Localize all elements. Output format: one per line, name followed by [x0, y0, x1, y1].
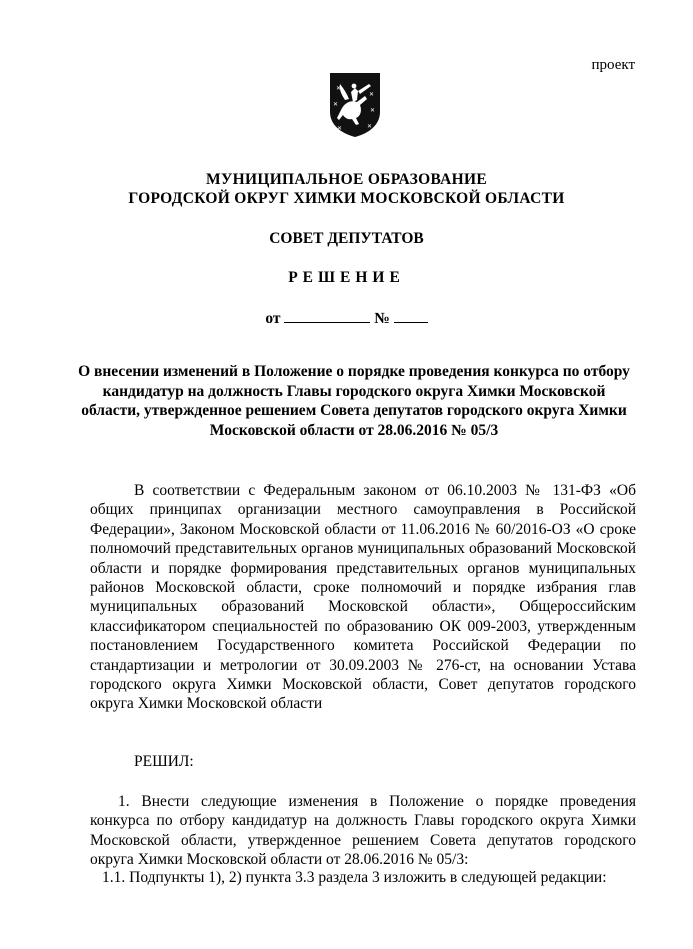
- date-blank: [284, 308, 370, 323]
- svg-text:✕: ✕: [337, 125, 343, 132]
- organization-heading: [0, 170, 693, 208]
- organization-line-2: ГОРОДСКОЙ ОКРУГ ХИМКИ МОСКОВСКОЙ ОБЛАСТИ: [128, 190, 565, 207]
- decision-heading: РЕШЕНИЕ: [288, 269, 405, 286]
- number-sign: №: [374, 310, 390, 327]
- svg-text:✕: ✕: [369, 91, 375, 98]
- item-1-paragraph: 1. Внести следующие изменения в Положение о порядке проведения конкурса по отбору кандидатур на должность Главы городского округа Химки Московской области, утвержденное решением Совета депутатов городского округа Химки Московской области от 28.06.2016 № 05/3:: [90, 793, 636, 869]
- svg-text:✕: ✕: [333, 101, 339, 108]
- organization-line-1: МУНИЦИПАЛЬНОЕ ОБРАЗОВАНИЕ: [206, 171, 487, 188]
- date-prefix: от: [265, 310, 281, 327]
- decision-subject: О внесении изменений в Положение о порядке проведения конкурса по отбору кандидатур на должность Главы городского округа Химки Московской области, утвержденное решением Совета депутатов городского округа Химки Московской области от 28.06.2016 № 05/3: [78, 363, 630, 439]
- council-heading: СОВЕТ ДЕПУТАТОВ: [269, 230, 424, 247]
- svg-text:✕: ✕: [370, 107, 376, 114]
- svg-text:✕: ✕: [367, 123, 373, 130]
- item-1-1-paragraph: 1.1. Подпункты 1), 2) пункта 3.3 раздела 3 изложить в следующей редакции:: [102, 869, 607, 886]
- khimki-coat-of-arms-icon: [329, 72, 381, 138]
- number-blank: [394, 308, 428, 323]
- preamble-paragraph: В соответствии с Федеральным законом от 06.10.2003 № 131-ФЗ «Об общих принципах организации местного самоуправления в Российской Федерации», Законом Московской области от 11.06.2016 № 60/2016-ОЗ «О сроке полномочий представительных органов муниципальных образований Московской области и порядке формирования представительных органов муниципальных районов Московской области, сроке полномочий и порядке избрания глав муниципальных образований Московской области», Общероссийским классификатором специальностей по образованию ОК 009-2003, утвержденным постановлением Государственного комитета Российской Федерации по стандартизации и метрологии от 30.09.2003 № 276-ст, на основании Устава городского округа Химки Московской области, Совет депутатов городского округа Химки Московской области: [90, 482, 636, 713]
- resolved-label: РЕШИЛ:: [134, 753, 194, 770]
- date-number-line: [0, 308, 693, 328]
- project-mark: проект: [591, 57, 635, 73]
- svg-text:✕: ✕: [336, 85, 342, 92]
